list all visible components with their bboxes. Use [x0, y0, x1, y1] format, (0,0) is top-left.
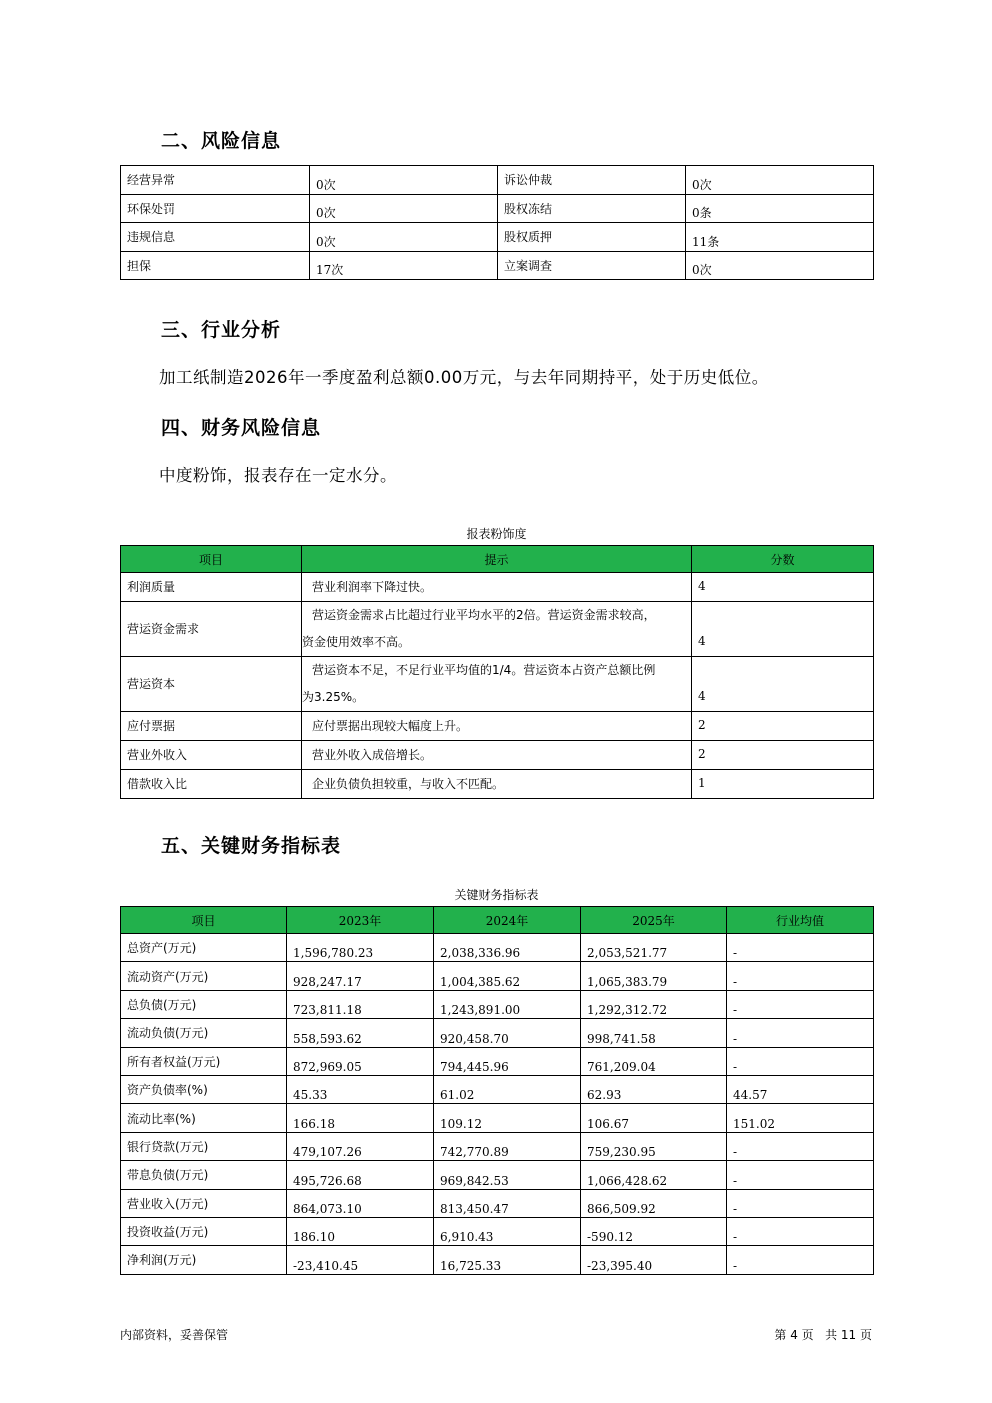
kpi-value: 62.93	[581, 1075, 727, 1103]
kpi-value: -	[727, 990, 874, 1018]
kpi-value: 813,450.47	[434, 1189, 581, 1217]
table-row	[121, 770, 874, 799]
table-row	[121, 990, 874, 1018]
dress-hint-line: 为3.25%。	[302, 690, 365, 704]
dress-score: 2	[692, 712, 874, 741]
section-title-financial-risk: 四、财务风险信息	[161, 417, 322, 439]
risk-label: 股权质押	[498, 223, 686, 252]
kpi-label: 投资收益(万元)	[121, 1217, 287, 1245]
table-row	[121, 657, 874, 712]
dress-hint: 企业负债负担较重，与收入不匹配。	[302, 770, 692, 799]
kpi-value: 872,969.05	[287, 1047, 434, 1075]
header-2023: 2023年	[287, 907, 434, 934]
kpi-value: -	[727, 1132, 874, 1160]
kpi-value: 166.18	[287, 1104, 434, 1132]
risk-value: 11条	[686, 223, 874, 252]
kpi-value: -	[727, 1019, 874, 1047]
kpi-value: 1,065,383.79	[581, 962, 727, 990]
kpi-value: 479,107.26	[287, 1132, 434, 1160]
table-row	[121, 1132, 874, 1160]
table-row	[121, 1217, 874, 1245]
kpi-label: 带息负债(万元)	[121, 1161, 287, 1189]
dress-score: 2	[692, 741, 874, 770]
table-row	[121, 1019, 874, 1047]
kpi-label: 资产负债率(%)	[121, 1075, 287, 1103]
kpi-value: -	[727, 1047, 874, 1075]
kpi-value: -	[727, 1161, 874, 1189]
dress-item: 应付票据	[121, 712, 302, 741]
kpi-value: -	[727, 934, 874, 962]
risk-value: 0次	[686, 251, 874, 280]
header-industry-avg: 行业均值	[727, 907, 874, 934]
dress-item: 营运资金需求	[121, 602, 302, 657]
kpi-label: 所有者权益(万元)	[121, 1047, 287, 1075]
table-row	[121, 962, 874, 990]
kpi-label: 总资产(万元)	[121, 934, 287, 962]
dress-hint: 营业利润率下降过快。	[302, 573, 692, 602]
risk-label: 立案调查	[498, 251, 686, 280]
header-2024: 2024年	[434, 907, 581, 934]
financial-risk-text: 中度粉饰，报表存在一定水分。	[159, 466, 397, 485]
kpi-label: 营业收入(万元)	[121, 1189, 287, 1217]
kpi-value: 928,247.17	[287, 962, 434, 990]
table-row	[121, 934, 874, 962]
kpi-value: 1,292,312.72	[581, 990, 727, 1018]
kpi-value: 969,842.53	[434, 1161, 581, 1189]
table-row	[121, 1161, 874, 1189]
kpi-value: 61.02	[434, 1075, 581, 1103]
kpi-label: 流动负债(万元)	[121, 1019, 287, 1047]
risk-value: 0次	[310, 194, 498, 223]
header-hint: 提示	[302, 546, 692, 573]
dress-hint	[302, 657, 692, 712]
industry-analysis-text: 加工纸制造2026年一季度盈利总额0.00万元，与去年同期持平，处于历史低位。	[159, 368, 769, 387]
kpi-label: 净利润(万元)	[121, 1246, 287, 1274]
dress-hint-line: 营运资本不足，不足行业平均值的1/4。营运资本占资产总额比例	[312, 663, 656, 677]
header-item: 项目	[121, 546, 302, 573]
dress-hint-line: 营运资金需求占比超过行业平均水平的2倍。营运资金需求较高，	[312, 608, 656, 622]
kpi-label: 流动比率(%)	[121, 1104, 287, 1132]
table-row	[121, 166, 874, 195]
kpi-value: 16,725.33	[434, 1246, 581, 1274]
risk-value: 17次	[310, 251, 498, 280]
dress-hint: 营业外收入成倍增长。	[302, 741, 692, 770]
table-row	[121, 573, 874, 602]
risk-label: 违规信息	[121, 223, 310, 252]
kpi-value: -	[727, 1217, 874, 1245]
table-row	[121, 1246, 874, 1274]
kpi-value: 866,509.92	[581, 1189, 727, 1217]
table-row	[121, 223, 874, 252]
table-row	[121, 1104, 874, 1132]
dress-item: 营业外收入	[121, 741, 302, 770]
dress-hint: 应付票据出现较大幅度上升。	[302, 712, 692, 741]
dress-hint	[302, 602, 692, 657]
kpi-label: 总负债(万元)	[121, 990, 287, 1018]
kpi-value: -	[727, 1246, 874, 1274]
risk-label: 经营异常	[121, 166, 310, 195]
kpi-value: 1,243,891.00	[434, 990, 581, 1018]
risk-value: 0次	[686, 166, 874, 195]
table-row	[121, 602, 874, 657]
table-row	[121, 1047, 874, 1075]
risk-label: 诉讼仲裁	[498, 166, 686, 195]
risk-label: 股权冻结	[498, 194, 686, 223]
kpi-table-caption: 关键财务指标表	[454, 888, 539, 902]
risk-info-table	[120, 165, 874, 280]
kpi-value: 1,596,780.23	[287, 934, 434, 962]
table-row	[121, 251, 874, 280]
table-row	[121, 741, 874, 770]
header-score: 分数	[692, 546, 874, 573]
kpi-value: -	[727, 1189, 874, 1217]
footer-confidential: 内部资料，妥善保管	[120, 1328, 229, 1342]
kpi-value: 920,458.70	[434, 1019, 581, 1047]
risk-value: 0次	[310, 166, 498, 195]
kpi-value: 186.10	[287, 1217, 434, 1245]
kpi-value: 2,053,521.77	[581, 934, 727, 962]
risk-value: 0条	[686, 194, 874, 223]
kpi-value: 742,770.89	[434, 1132, 581, 1160]
dress-hint-line: 资金使用效率不高。	[302, 635, 411, 649]
section-title-industry: 三、行业分析	[161, 319, 282, 341]
section-title-kpi: 五、关键财务指标表	[161, 835, 342, 857]
dress-score: 4	[692, 657, 874, 712]
kpi-value: 2,038,336.96	[434, 934, 581, 962]
kpi-value: 794,445.96	[434, 1047, 581, 1075]
footer-page-number: 第 4 页 共 11 页	[774, 1328, 872, 1342]
kpi-value: 495,726.68	[287, 1161, 434, 1189]
kpi-value: 106.67	[581, 1104, 727, 1132]
header-item: 项目	[121, 907, 287, 934]
kpi-value: 44.57	[727, 1075, 874, 1103]
dress-item: 营运资本	[121, 657, 302, 712]
kpi-value: 151.02	[727, 1104, 874, 1132]
kpi-value: 723,811.18	[287, 990, 434, 1018]
risk-label: 环保处罚	[121, 194, 310, 223]
table-row	[121, 194, 874, 223]
table-row	[121, 712, 874, 741]
dress-item: 利润质量	[121, 573, 302, 602]
kpi-value: -	[727, 962, 874, 990]
kpi-value: 109.12	[434, 1104, 581, 1132]
kpi-value: 864,073.10	[287, 1189, 434, 1217]
kpi-value: 558,593.62	[287, 1019, 434, 1047]
kpi-value: 6,910.43	[434, 1217, 581, 1245]
risk-value: 0次	[310, 223, 498, 252]
dress-item: 借款收入比	[121, 770, 302, 799]
risk-label: 担保	[121, 251, 310, 280]
table-row	[121, 1075, 874, 1103]
kpi-label: 流动资产(万元)	[121, 962, 287, 990]
table-row	[121, 1189, 874, 1217]
kpi-value: -23,395.40	[581, 1246, 727, 1274]
kpi-value: 998,741.58	[581, 1019, 727, 1047]
dress-score: 4	[692, 602, 874, 657]
kpi-value: 759,230.95	[581, 1132, 727, 1160]
kpi-value: -590.12	[581, 1217, 727, 1245]
kpi-value: 45.33	[287, 1075, 434, 1103]
kpi-value: 1,004,385.62	[434, 962, 581, 990]
dress-score: 4	[692, 573, 874, 602]
kpi-value: 1,066,428.62	[581, 1161, 727, 1189]
header-2025: 2025年	[581, 907, 727, 934]
kpi-value: 761,209.04	[581, 1047, 727, 1075]
kpi-value: -23,410.45	[287, 1246, 434, 1274]
key-financial-indicators-table	[120, 906, 874, 1275]
kpi-label: 银行贷款(万元)	[121, 1132, 287, 1160]
section-title-risk: 二、风险信息	[161, 130, 282, 152]
dress-score: 1	[692, 770, 874, 799]
report-dressing-table	[120, 545, 874, 799]
dress-table-caption: 报表粉饰度	[466, 527, 527, 541]
